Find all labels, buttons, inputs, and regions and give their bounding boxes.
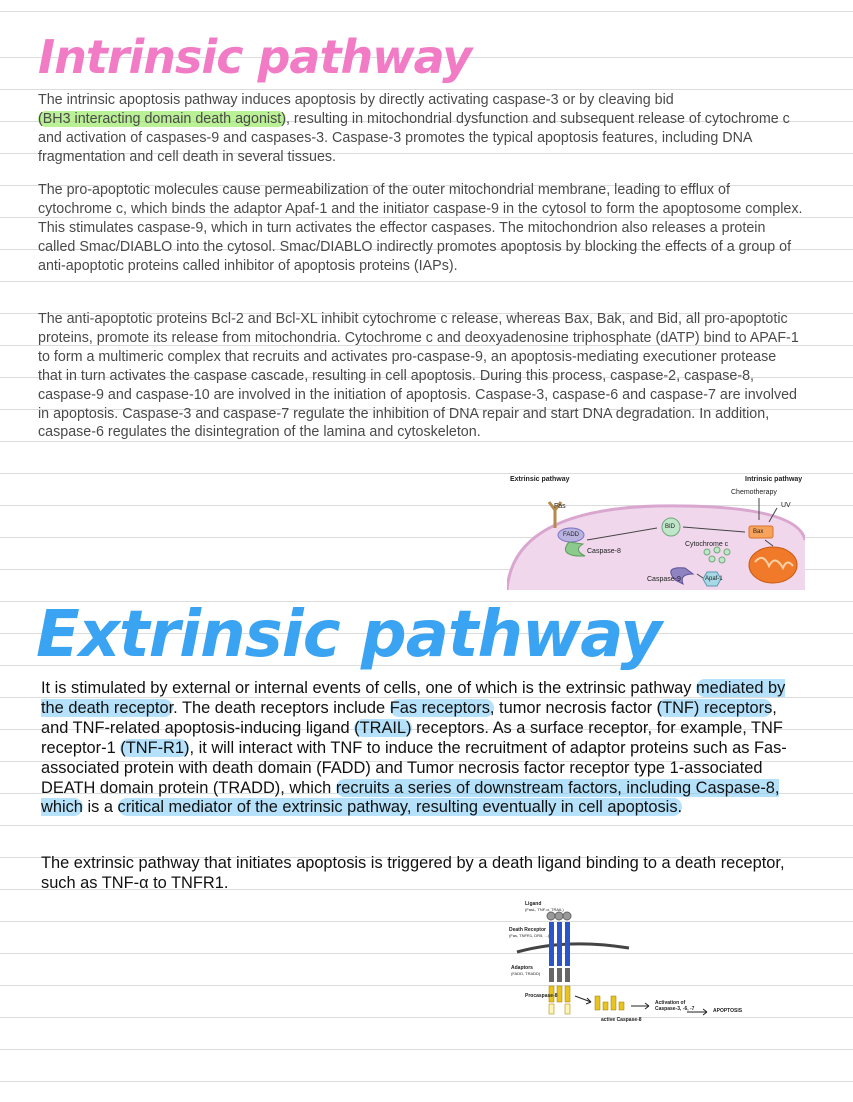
extrinsic-paragraph-2: The extrinsic pathway that initiates apoptosis is triggered by a death ligand binding to a death receptor, such as TNF-α to TNFR1.: [41, 854, 785, 892]
fadd-label: FADD: [563, 532, 580, 538]
blue-highlight: recruits a series of downstream factors, including Caspase-8, which: [41, 778, 780, 817]
caspase9-label: Caspase-9: [647, 576, 681, 583]
apoptosis-label: APOPTOSIS: [713, 1008, 743, 1014]
text-run: tumor necrosis factor: [494, 698, 657, 717]
intrinsic-pathway-title: Intrinsic pathway: [38, 30, 472, 84]
chemotherapy-label: Chemotherapy: [731, 489, 777, 496]
mitochondrion-shape: [749, 547, 797, 583]
blue-highlight: Fas receptors,: [389, 698, 495, 717]
blue-highlight: (TNF-R1): [120, 738, 190, 757]
procaspase-shape: [549, 1004, 554, 1014]
active-caspase-shape: [595, 996, 600, 1010]
active-caspase-shape: [603, 1002, 608, 1010]
caspase8-label: Caspase-8: [587, 548, 621, 555]
apoptosis-pathway-figure: [507, 470, 805, 590]
ligand-label: Ligand: [525, 901, 542, 907]
bax-label: Bax: [753, 529, 764, 535]
ligand-shape: [547, 912, 555, 920]
adaptors-label: Adaptors: [511, 965, 533, 971]
ligand-shape: [563, 912, 571, 920]
adaptors-sub-label: (FADD, TRADD): [511, 971, 541, 976]
death-receptor-figure: [507, 898, 765, 1026]
ligand-shape: [555, 912, 563, 920]
extrinsic-paragraph-1: [41, 679, 801, 818]
text-run: , it will interact with TNF to induce the recruitment of adaptor proteins such as Fas-associated protein with death domain (FADD) and Tumor necrosis factor receptor type 1-associated DEATH domain protein (TRADD), which: [41, 738, 787, 797]
adaptor-shape: [565, 968, 570, 982]
text-run: , and TNF-related apoptosis-inducing ligand: [41, 698, 777, 737]
text-run: , resulting in mitochondrial dysfunction and subsequent release of cytochrome c and activation of caspases-9 and caspases-3. Caspase-3 promotes the typical apoptosis features, including DNA fragmentation and cell death in several tissues.: [38, 110, 790, 165]
blue-highlight: (TRAIL): [354, 718, 412, 737]
procaspase-shape: [565, 1004, 570, 1014]
cytochrome-label: Cytochrome c: [685, 541, 729, 548]
cytochrome-dot: [724, 549, 730, 555]
intrinsic-paragraph-1: [38, 91, 803, 167]
blue-highlight: critical mediator of the extrinsic pathway, resulting eventually in cell apoptosis.: [117, 798, 683, 817]
text-run: is a: [82, 798, 118, 817]
intrinsic-paragraph-2: The pro-apoptotic molecules cause permeabilization of the outer mitochondrial membrane, leading to efflux of cytochrome c, which binds the adaptor Apaf-1 and the initiator caspase-9 in the cytosol to form the apoptosome complex. This stimulates caspase-9, which in turn activates the effector caspases. The mitochondrion also releases a protein called Smac/DIABLO into the cytosol. Smac/DIABLO indirectly promotes apoptosis by blocking the effects of a group of anti-apoptotic proteins called inhibitor of apoptosis proteins (IAPs).: [38, 182, 803, 274]
uv-label: UV: [781, 502, 791, 509]
ligand-sub-label: (FasL, TNF-α, TRAIL): [525, 907, 564, 912]
receptor-diagram: [507, 898, 765, 1026]
cytochrome-dot: [704, 549, 710, 555]
procaspase-label: Procaspase-8: [525, 993, 558, 999]
extrinsic-pathway-title: Extrinsic pathway: [36, 598, 662, 672]
active-caspase-label: active Caspase-8: [601, 1017, 642, 1023]
receptor-label: Death Receptor: [509, 927, 546, 933]
membrane-line: [517, 944, 629, 952]
text-run: . The death receptors include: [173, 698, 390, 717]
activation-label: Activation of: [655, 1000, 686, 1006]
text-run: It is stimulated by external or internal events of cells, one of which is the extrinsic pathway: [41, 679, 697, 697]
procaspase-shape: [565, 986, 570, 1002]
intrinsic-paragraph-3: The anti-apoptotic proteins Bcl-2 and Bcl-XL inhibit cytochrome c release, whereas Bax, Bak, and Bid, all pro-apoptotic proteins, promote its release from mitochondria. Cytochrome c and deoxyadenosine triphosphate (dATP) bind to APAF-1 to form a multimeric complex that recruits and activates pro-caspase-9, an apoptosis-mediating executioner protease that in turn activates the caspase cascade, resulting in cell apoptosis. During this process, caspase-2, caspase-8, caspase-9 and caspase-10 are involved in the initiation of apoptosis. Caspase-3, caspase-6 and caspase-7 are involved in apoptosis. Caspase-3 and caspase-7 regulate the inhibition of DNA repair and start DNA degradation. In addition, caspase-6 regulates the disintegration of the lamina and cytoskeleton.: [38, 311, 799, 441]
active-caspase-shape: [611, 996, 616, 1010]
activation-sub-label: Caspase-3, -6, -7: [655, 1006, 695, 1012]
cytochrome-dot: [709, 556, 715, 562]
receptor-chain: [565, 922, 570, 966]
green-highlight: (BH3 interacting domain death agonist): [38, 110, 286, 127]
blue-highlight: mediated by the death receptor: [41, 679, 786, 717]
receptor-sub-label: (Fas, TNFR1, DR5, ...): [509, 933, 550, 938]
text-run: receptors. As a surface receptor, for example, TNF receptor-1: [41, 718, 783, 757]
fas-label: Fas: [554, 503, 566, 510]
bid-label: BID: [665, 524, 676, 530]
active-caspase-shape: [619, 1002, 624, 1010]
intrinsic-label: Intrinsic pathway: [745, 476, 803, 483]
text-run: The intrinsic apoptosis pathway induces apoptosis by directly activating caspase-3 or by cleaving bid: [38, 92, 674, 108]
extrinsic-label: Extrinsic pathway: [510, 476, 570, 483]
adaptor-shape: [549, 968, 554, 982]
receptor-chain: [549, 922, 554, 966]
receptor-chain: [557, 922, 562, 966]
apaf1-label: Apaf-1: [705, 576, 723, 582]
cytochrome-dot: [719, 557, 725, 563]
blue-highlight: (TNF) receptors: [656, 698, 773, 717]
adaptor-shape: [557, 968, 562, 982]
